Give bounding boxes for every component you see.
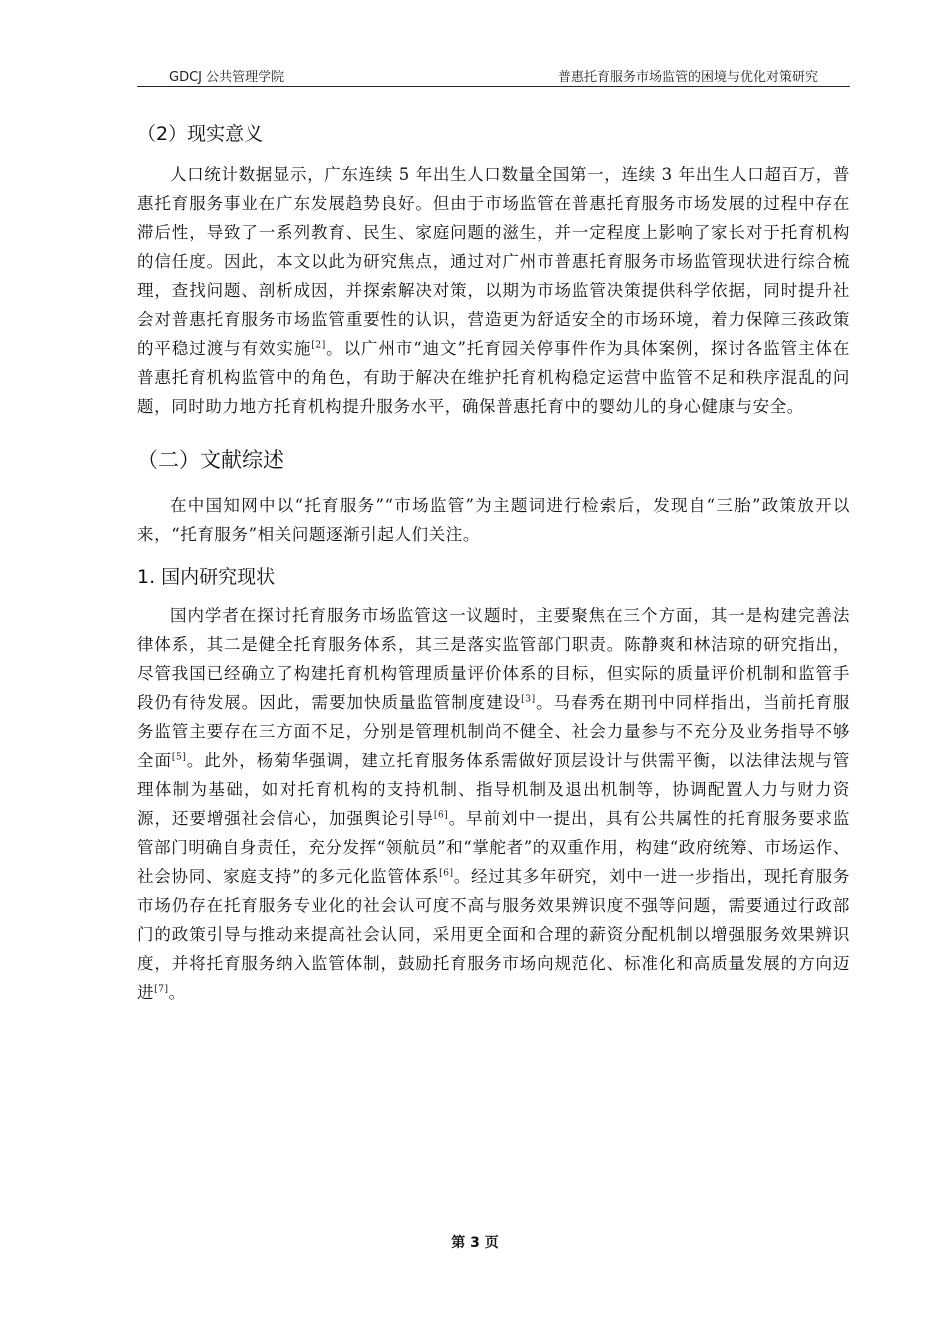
- citation: [2]: [311, 340, 326, 351]
- citation: [6]: [433, 810, 449, 821]
- header-thesis-title: 普惠托育服务市场监管的困境与优化对策研究: [557, 70, 818, 85]
- header-institution: GDCJ 公共管理学院: [169, 70, 285, 85]
- page-number: 第 3 页: [451, 1235, 499, 1251]
- section-heading-literature-review: （二）文献综述: [137, 448, 284, 472]
- citation: [6]: [439, 868, 454, 879]
- citation: [3]: [521, 694, 536, 705]
- citation: [7]: [154, 984, 169, 995]
- section-heading-domestic-research: 1. 国内研究现状: [137, 566, 276, 588]
- paragraph-practical-significance: 人口统计数据显示，广东连续 5 年出生人口数量全国第一，连续 3 年出生人口超百万，普惠托育服务事业在广东发展趋势良好。但由于市场监管在普惠托育服务市场发展的过程中存在滞后性，导致了一系列教育、民生、家庭问题的滋生，并一定程度上影响了家长对于托育机构的信任度。因此，本文以此为研究焦点，通过对广州市普惠托育服务市场监管现状进行综合梳理，查找问题、剖析成因，并探索解决对策，以期为市场监管决策提供科学依据，同时提升社会对普惠托育服务市场监管重要性的认识，营造更为舒适安全的市场环境，着力保障三孩政策的平稳过渡与有效实施[2]。以广州市“迪文”托育园关停事件作为具体案例，探讨各监管主体在普惠托育机构监管中的角色，有助于解决在维护托育机构稳定运营中监管不足和秩序混乱的问题，同时助力地方托育机构提升服务水平，确保普惠托育中的婴幼儿的身心健康与安全。: [137, 165, 850, 416]
- citation: [5]: [171, 752, 187, 763]
- paragraph-domestic-research: 国内学者在探讨托育服务市场监管这一议题时，主要聚焦在三个方面，其一是构建完善法律体系，其二是健全托育服务体系，其三是落实监管部门职责。陈静爽和林洁琼的研究指出，尽管我国已经确立了构建托育机构管理质量评价体系的目标，但实际的质量评价机制和监管手段仍有待发展。因此，需要加快质量监管制度建设[3]。马春秀在期刊中同样指出，当前托育服务监管主要存在三方面不足，分别是管理机制尚不健全、社会力量参与不充分及业务指导不够全面[5]。此外，杨菊华强调，建立托育服务体系需做好顶层设计与供需平衡，以法律法规与管理体制为基础，如对托育机构的支持机制、指导机制及退出机制等，协调配置人力与财力资源，还要增强社会信心，加强舆论引导[6]。早前刘中一提出，具有公共属性的托育服务要求监管部门明确自身责任，充分发挥“领航员”和“掌舵者”的双重作用，构建“政府统筹、市场运作、社会协同、家庭支持”的多元化监管体系[6]。经过其多年研究，刘中一进一步指出，现托育服务市场仍存在托育服务专业化的社会认可度不高与服务效果辨识度不强等问题，需要通过行政部门的政策引导与推动来提高社会认同，采用更全面和合理的薪资分配机制以增强服务效果辨识度，并将托育服务纳入监管体制，鼓励托育服务市场向规范化、标准化和高质量发展的方向迈进[7]。: [137, 606, 850, 1002]
- paragraph-literature-review: 在中国知网中以“托育服务”“市场监管”为主题词进行检索后，发现自“三胎”政策放开以来，“托育服务”相关问题逐渐引起人们关注。: [137, 496, 850, 544]
- page-header: [137, 66, 850, 87]
- page-content: [137, 120, 850, 1007]
- section-heading-practical-significance: （2）现实意义: [137, 123, 264, 145]
